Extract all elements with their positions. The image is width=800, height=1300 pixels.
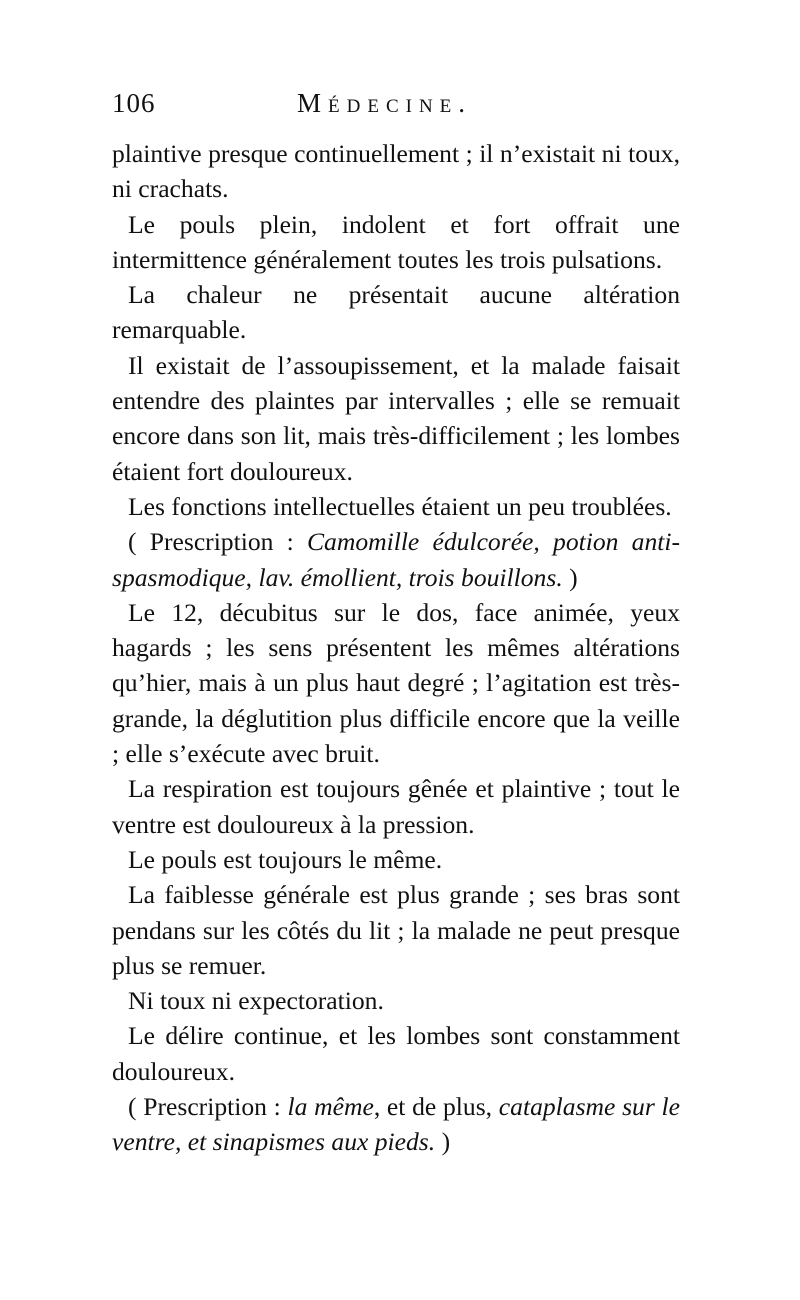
prescription-1-suffix: ) <box>562 562 578 592</box>
running-title: Médecine. <box>297 88 473 118</box>
paragraph-delire: Le délire continue, et les lombes sont constamment douloureux. <box>112 1021 680 1086</box>
prescription-1-remedies: Camomille édulcorée, potion anti-spasmodique, lav. émollient, trois bouillons. <box>112 527 680 592</box>
running-head <box>112 88 692 128</box>
paragraph-prescription-2 <box>112 1089 680 1160</box>
paragraph-prescription-1 <box>112 524 680 595</box>
body-text <box>112 136 680 1160</box>
paragraph-continuation: plaintive presque continuellement ; il n’existait ni toux, ni crachats. <box>112 139 680 204</box>
prescription-1-prefix: ( Prescription : <box>128 527 307 557</box>
paragraph-pouls-meme: Le pouls est toujours le même. <box>128 844 443 874</box>
prescription-2-prefix: ( Prescription : <box>128 1092 288 1122</box>
paragraph-chaleur: La chaleur ne présentait aucune altération remarquable. <box>112 280 680 345</box>
paragraph-faiblesse: La faiblesse générale est plus grande ; ses bras sont pendans sur les côtés du lit ; la malade ne peut presque plus se remuer. <box>112 880 680 980</box>
prescription-2-remedies: cataplasme sur le ventre, et sinapismes aux pieds. <box>112 1092 680 1157</box>
paragraph-toux: Ni toux ni expectoration. <box>128 986 384 1016</box>
prescription-2-suffix: ) <box>435 1127 451 1157</box>
paragraph-fonctions: Les fonctions intellectuelles étaient un peu troublées. <box>128 491 672 521</box>
prescription-2-same: la même <box>287 1092 374 1122</box>
paragraph-pouls: Le pouls plein, indolent et fort offrait une intermittence généralement toutes les trois pulsations. <box>112 209 680 274</box>
paragraph-respiration: La respiration est toujours gênée et plaintive ; tout le ventre est douloureux à la pression. <box>112 774 680 839</box>
prescription-2-middle: , et de plus, <box>373 1092 499 1122</box>
page-number: 106 <box>112 88 156 118</box>
paragraph-assoupissement: Il existait de l’assoupissement, et la malade faisait entendre des plaintes par intervalles ; elle se remuait encore dans son lit, mais très-difficilement ; les lombes étaient fort douloureux. <box>112 350 680 486</box>
paragraph-le-12: Le 12, décubitus sur le dos, face animée, yeux hagards ; les sens présentent les mêmes altérations qu’hier, mais à un plus haut degré ; l’agitation est très-grande, la déglutition plus difficile encore que la veille ; elle s’exécute avec bruit. <box>112 597 680 769</box>
